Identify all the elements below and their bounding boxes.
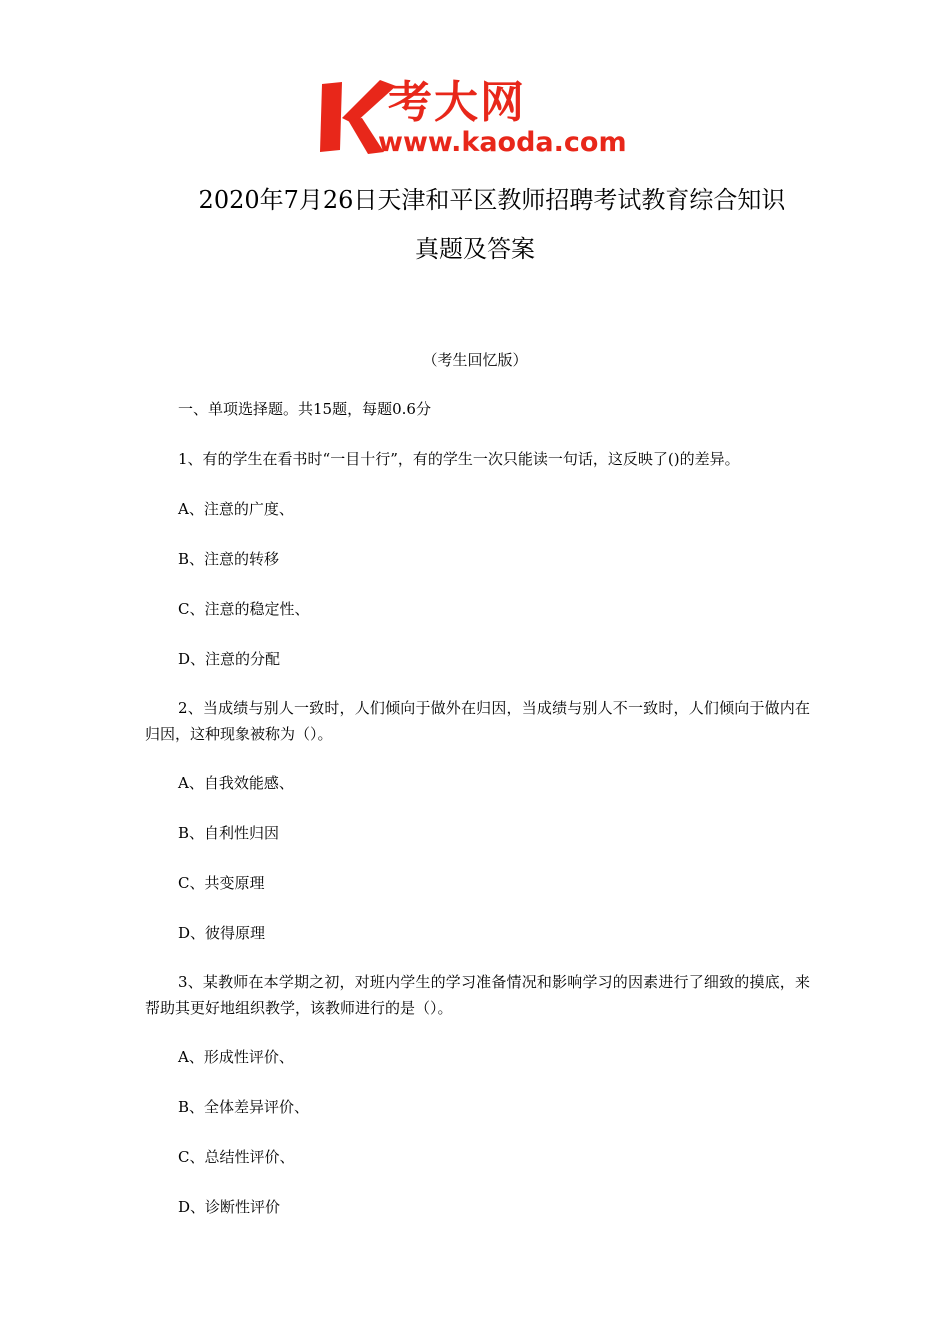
- question-option: C、注意的稳定性、: [178, 600, 310, 618]
- question-option: A、自我效能感、: [178, 774, 294, 792]
- question-option: A、形成性评价、: [178, 1048, 294, 1066]
- question-option: C、总结性评价、: [178, 1148, 295, 1166]
- question-option: B、自利性归因: [178, 824, 280, 842]
- logo-brand-text: 考大网: [388, 77, 526, 128]
- question-stem: 3、某教师在本学期之初，对班内学生的学习准备情况和影响学习的因素进行了细致的摸底，来帮助其更好地组织教学，该教师进行的是（）。: [145, 973, 810, 1017]
- document-title-line-1: 2020年7月26日天津和平区教师招聘考试教育综合知识: [198, 186, 786, 214]
- document-title-line-2: 真题及答案: [415, 235, 535, 263]
- logo-url-text: www.kaoda.com: [378, 127, 627, 158]
- kaoda-logo: [318, 78, 640, 160]
- question-option: D、诊断性评价: [178, 1198, 281, 1216]
- question-option: D、彼得原理: [178, 924, 266, 942]
- document-subtitle: （考生回忆版）: [422, 351, 528, 369]
- section-heading: 一、单项选择题。共15题，每题0.6分: [178, 400, 431, 418]
- question-stem: 1、有的学生在看书时“一目十行”，有的学生一次只能读一句话，这反映了()的差异。: [178, 450, 740, 468]
- question-option: B、注意的转移: [178, 550, 280, 568]
- question-option: D、注意的分配: [178, 650, 281, 668]
- question-option: A、注意的广度、: [178, 500, 294, 518]
- question-option: C、共变原理: [178, 874, 265, 892]
- question-option: B、全体差异评价、: [178, 1098, 310, 1116]
- question-stem: 2、当成绩与别人一致时，人们倾向于做外在归因，当成绩与别人不一致时，人们倾向于做内在归因，这种现象被称为（）。: [145, 699, 810, 743]
